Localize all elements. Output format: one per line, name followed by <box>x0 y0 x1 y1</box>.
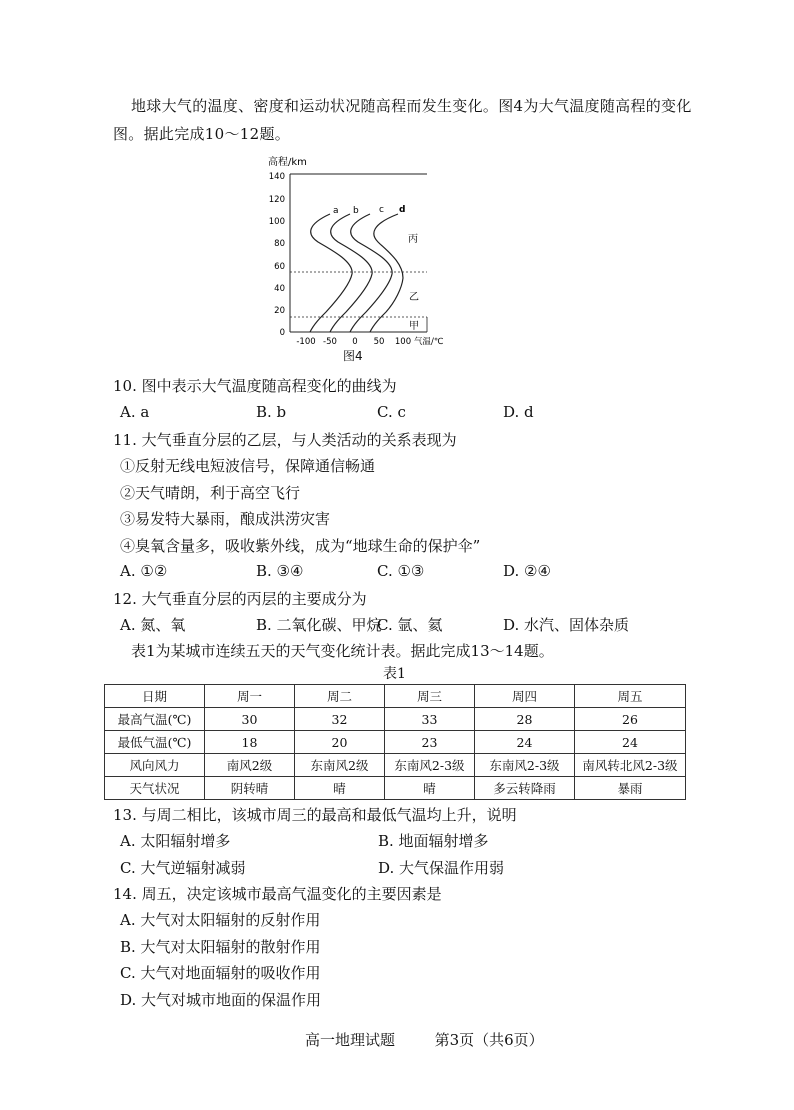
table-header-cell: 周三 <box>385 685 475 708</box>
y-tick: 60 <box>274 262 285 272</box>
table-cell: 天气状况 <box>105 777 205 800</box>
table-header-cell: 周二 <box>295 685 385 708</box>
table-cell: 24 <box>575 731 686 754</box>
option-a[interactable]: A. 大气对太阳辐射的反射作用 <box>120 911 321 929</box>
question-10-options <box>0 403 794 425</box>
option-a[interactable]: A. 氮、氧 <box>120 616 186 634</box>
option-c[interactable]: C. c <box>377 403 406 421</box>
question-11-stem: 11. 大气垂直分层的乙层，与人类活动的关系表现为 <box>113 431 457 449</box>
table-cell: 南风2级 <box>205 754 295 777</box>
statement-1: ①反射无线电短波信号，保障通信畅通 <box>120 457 376 475</box>
x-tick: 0 <box>352 337 358 347</box>
table-cell: 28 <box>475 708 575 731</box>
table-intro: 表1为某城市连续五天的天气变化统计表。据此完成13～14题。 <box>131 642 554 660</box>
layer-label-yi: 乙 <box>409 292 419 303</box>
table-row <box>105 731 686 754</box>
table-cell: 风向风力 <box>105 754 205 777</box>
table-cell: 晴 <box>295 777 385 800</box>
table-row <box>105 754 686 777</box>
table-cell: 30 <box>205 708 295 731</box>
table-header-row <box>105 685 686 708</box>
statement-2: ②天气晴朗，利于高空飞行 <box>120 484 301 502</box>
x-tick: 100 <box>394 337 412 347</box>
table-header-cell: 周五 <box>575 685 686 708</box>
table-header-cell: 周一 <box>205 685 295 708</box>
table-header-cell: 周四 <box>475 685 575 708</box>
question-11-options <box>0 562 794 584</box>
y-tick: 80 <box>274 239 285 249</box>
figure-4-caption: 图4 <box>343 349 363 363</box>
y-tick: 0 <box>279 328 285 338</box>
option-a[interactable]: A. a <box>120 403 150 421</box>
y-tick-labels <box>269 172 285 338</box>
question-13-stem: 13. 与周二相比，该城市周三的最高和最低气温均上升，说明 <box>113 806 517 824</box>
option-d[interactable]: D. 大气对城市地面的保温作用 <box>120 991 322 1009</box>
layer-label-jia: 甲 <box>409 321 419 332</box>
curve-c <box>350 214 392 332</box>
y-axis-label: 高程/km <box>268 157 307 168</box>
curve-label-c: c <box>379 205 384 215</box>
x-tick: -50 <box>323 337 337 347</box>
weather-table <box>104 684 686 800</box>
x-tick: -100 <box>296 337 316 347</box>
table-cell: 23 <box>385 731 475 754</box>
curve-label-b: b <box>353 206 359 216</box>
y-tick: 40 <box>274 284 285 294</box>
option-b[interactable]: B. ③④ <box>256 562 304 580</box>
statement-4: ④臭氧含量多，吸收紫外线，成为“地球生命的保护伞” <box>120 537 481 555</box>
table-cell: 最高气温(℃) <box>105 708 205 731</box>
option-b[interactable]: B. 地面辐射增多 <box>378 832 489 850</box>
curve-d <box>370 214 403 332</box>
option-d[interactable]: D. d <box>503 403 534 421</box>
option-c[interactable]: C. 大气逆辐射减弱 <box>120 859 246 877</box>
table-cell: 东南风2-3级 <box>475 754 575 777</box>
table-cell: 晴 <box>385 777 475 800</box>
footer-subject: 高一地理试题 <box>305 1031 396 1049</box>
table-cell: 最低气温(℃) <box>105 731 205 754</box>
page-footer <box>305 1029 544 1050</box>
curve-label-a: a <box>333 206 339 216</box>
option-b[interactable]: B. 二氧化碳、甲烷 <box>256 616 382 634</box>
x-tick-labels <box>296 337 411 347</box>
x-tick: 50 <box>373 337 385 347</box>
y-tick: 140 <box>268 172 285 182</box>
option-d[interactable]: D. 水汽、固体杂质 <box>503 616 630 634</box>
option-a[interactable]: A. 太阳辐射增多 <box>120 832 231 850</box>
table-cell: 26 <box>575 708 686 731</box>
option-b[interactable]: B. b <box>256 403 287 421</box>
option-d[interactable]: D. 大气保温作用弱 <box>378 859 505 877</box>
table-1-title: 表1 <box>383 666 406 682</box>
table-cell: 33 <box>385 708 475 731</box>
option-b[interactable]: B. 大气对太阳辐射的散射作用 <box>120 938 321 956</box>
option-a[interactable]: A. ①② <box>120 562 168 580</box>
option-c[interactable]: C. ①③ <box>377 562 425 580</box>
curve-label-d: d <box>399 205 406 215</box>
y-tick: 120 <box>268 195 285 205</box>
table-cell: 南风转北风2-3级 <box>575 754 686 777</box>
table-cell: 阴转晴 <box>205 777 295 800</box>
question-14-stem: 14. 周五，决定该城市最高气温变化的主要因素是 <box>113 885 442 903</box>
option-c[interactable]: C. 大气对地面辐射的吸收作用 <box>120 964 321 982</box>
option-c[interactable]: C. 氩、氦 <box>377 616 443 634</box>
intro-line-2: 图。据此完成10～12题。 <box>113 125 291 143</box>
table-row <box>105 777 686 800</box>
table-cell: 东南风2级 <box>295 754 385 777</box>
table-cell: 32 <box>295 708 385 731</box>
question-12-stem: 12. 大气垂直分层的丙层的主要成分为 <box>113 590 367 608</box>
table-cell: 暴雨 <box>575 777 686 800</box>
table-header-cell: 日期 <box>105 685 205 708</box>
table-cell: 18 <box>205 731 295 754</box>
layer-label-bing: 丙 <box>408 234 418 245</box>
statement-3: ③易发特大暴雨，酿成洪涝灾害 <box>120 510 331 528</box>
intro-line-1: 地球大气的温度、密度和运动状况随高程而发生变化。图4为大气温度随高程的变化 <box>131 97 692 115</box>
table-cell: 24 <box>475 731 575 754</box>
y-tick: 20 <box>274 306 285 316</box>
table-cell: 多云转降雨 <box>475 777 575 800</box>
table-row <box>105 708 686 731</box>
question-10-stem: 10. 图中表示大气温度随高程变化的曲线为 <box>113 377 397 395</box>
footer-page-number: 第3页（共6页） <box>434 1031 544 1049</box>
y-tick: 100 <box>268 217 285 227</box>
option-d[interactable]: D. ②④ <box>503 562 551 580</box>
table-cell: 东南风2-3级 <box>385 754 475 777</box>
question-12-options <box>0 614 794 636</box>
figure-4-chart <box>262 152 462 362</box>
x-axis-label: 气温/℃ <box>414 337 444 347</box>
table-cell: 20 <box>295 731 385 754</box>
